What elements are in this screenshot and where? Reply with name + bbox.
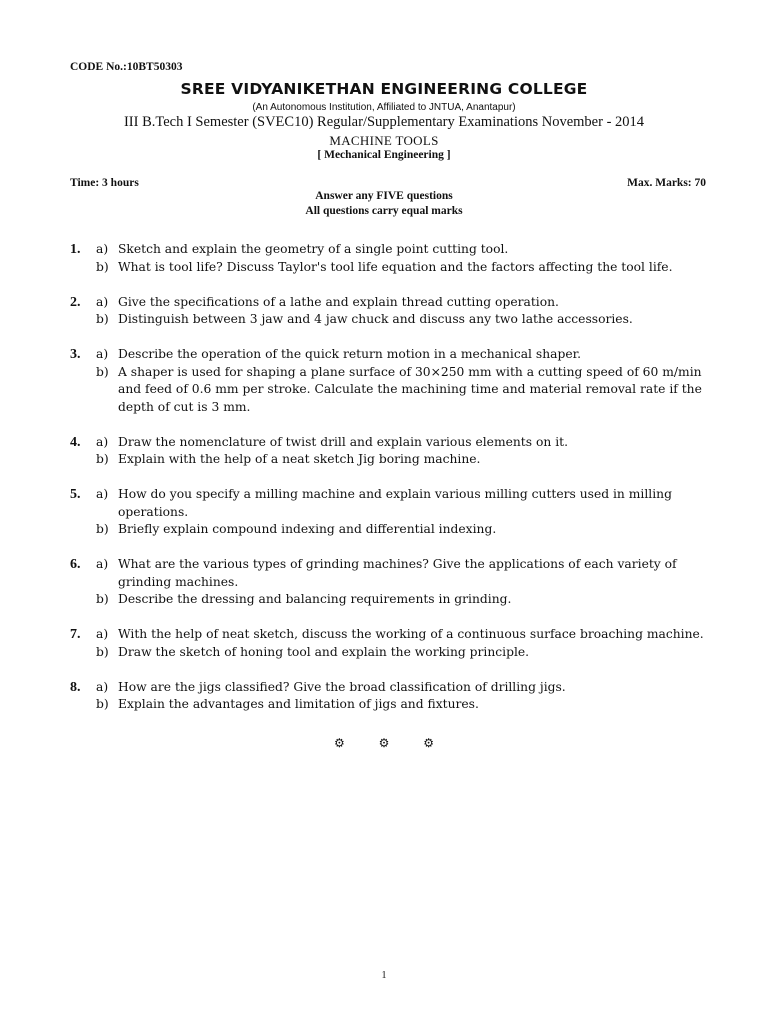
part-text: Give the specifications of a lathe and explain thread cutting operation.	[118, 294, 559, 309]
instruction-answer-five: Answer any FIVE questions	[315, 190, 453, 202]
part-text: Draw the sketch of honing tool and explain the working principle.	[118, 644, 530, 659]
part-label: b)	[96, 312, 109, 326]
part-label: b)	[96, 259, 109, 274]
question-part-a	[70, 556, 710, 591]
subject-title: MACHINE TOOLS	[329, 133, 439, 148]
end-of-paper-symbols	[0, 736, 768, 750]
part-label: a)	[96, 557, 109, 571]
part-label: a)	[96, 627, 109, 641]
part-text: Sketch and explain the geometry of a single point cutting tool.	[118, 242, 509, 256]
part-label: a)	[96, 347, 109, 361]
part-label: a)	[96, 294, 109, 309]
part-text: How do you specify a milling machine and explain various milling cutters used in milling operations.	[118, 487, 672, 519]
question-2	[70, 294, 710, 329]
part-label: a)	[96, 679, 109, 694]
question-part-b	[70, 451, 710, 469]
question-number: 4.	[70, 434, 81, 450]
end-symbol-icon: ⚙	[423, 736, 434, 750]
question-8	[70, 679, 710, 714]
part-text: How are the jigs classified? Give the broad classification of drilling jigs.	[118, 679, 566, 694]
question-4	[70, 434, 710, 469]
part-label: a)	[96, 242, 109, 256]
question-part-b	[70, 311, 710, 329]
part-label: b)	[96, 452, 109, 466]
question-part-b	[70, 696, 710, 714]
question-5	[70, 486, 710, 539]
question-number: 6.	[70, 557, 81, 572]
affiliation: (An Autonomous Institution, Affiliated to JNTUA, Anantapur)	[252, 102, 516, 113]
question-list	[70, 241, 710, 731]
part-text: Explain with the help of a neat sketch Jig boring machine.	[118, 452, 481, 466]
question-part-a	[70, 346, 710, 364]
instruction-equal-marks: All questions carry equal marks	[305, 205, 463, 217]
end-symbol-icon: ⚙	[378, 736, 390, 750]
part-text: A shaper is used for shaping a plane surface of 30×250 mm with a cutting speed of 60 m/min and feed of 0.6 mm per stroke. Calculate the machining time and material removal rate if the depth of cut is 3 mm.	[118, 364, 702, 414]
part-text: Distinguish between 3 jaw and 4 jaw chuck and discuss any two lathe accessories.	[118, 312, 633, 326]
part-label: b)	[96, 644, 109, 659]
question-part-a	[70, 434, 710, 452]
part-text: Explain the advantages and limitation of jigs and fixtures.	[118, 697, 479, 711]
part-label: a)	[96, 434, 109, 449]
question-part-a	[70, 486, 710, 521]
end-symbol-icon: ⚙	[334, 736, 345, 750]
part-text: Briefly explain compound indexing and differential indexing.	[118, 522, 497, 536]
part-label: b)	[96, 592, 109, 606]
question-part-b	[70, 644, 710, 662]
question-part-a	[70, 626, 710, 644]
part-text: Draw the nomenclature of twist drill and explain various elements on it.	[118, 434, 568, 449]
question-number: 3.	[70, 347, 81, 362]
question-3	[70, 346, 710, 416]
question-part-b	[70, 591, 710, 609]
question-7	[70, 626, 710, 661]
exam-title: III B.Tech I Semester (SVEC10) Regular/Supplementary Examinations November - 2014	[123, 114, 645, 130]
part-text: Describe the operation of the quick return motion in a mechanical shaper.	[118, 347, 582, 361]
question-number: 2.	[70, 294, 81, 310]
question-part-b	[70, 259, 710, 277]
question-number: 7.	[70, 627, 81, 642]
branch-title: [ Mechanical Engineering ]	[317, 149, 451, 161]
paper-code: CODE No.:10BT50303	[70, 61, 183, 73]
question-part-a	[70, 241, 710, 259]
part-label: b)	[96, 364, 109, 379]
question-1	[70, 241, 710, 276]
question-part-b	[70, 364, 710, 417]
part-text: With the help of neat sketch, discuss the working of a continuous surface broaching machine.	[118, 627, 704, 641]
max-marks-label: Max. Marks: 70	[627, 177, 706, 189]
question-number: 5.	[70, 487, 81, 502]
question-number: 8.	[70, 679, 81, 695]
part-text: What are the various types of grinding machines? Give the applications of each variety of grinding machines.	[118, 557, 677, 589]
time-label: Time: 3 hours	[70, 177, 139, 189]
part-text: What is tool life? Discuss Taylor's tool life equation and the factors affecting the tool life.	[118, 259, 673, 274]
question-number: 1.	[70, 242, 81, 257]
college-name: SREE VIDYANIKETHAN ENGINEERING COLLEGE	[180, 80, 588, 98]
part-label: b)	[96, 522, 109, 536]
question-part-a	[70, 679, 710, 697]
part-label: b)	[96, 697, 109, 711]
question-6	[70, 556, 710, 609]
part-text: Describe the dressing and balancing requirements in grinding.	[118, 592, 512, 606]
page-number: 1	[381, 970, 387, 981]
part-label: a)	[96, 487, 109, 501]
question-part-a	[70, 294, 710, 312]
question-part-b	[70, 521, 710, 539]
